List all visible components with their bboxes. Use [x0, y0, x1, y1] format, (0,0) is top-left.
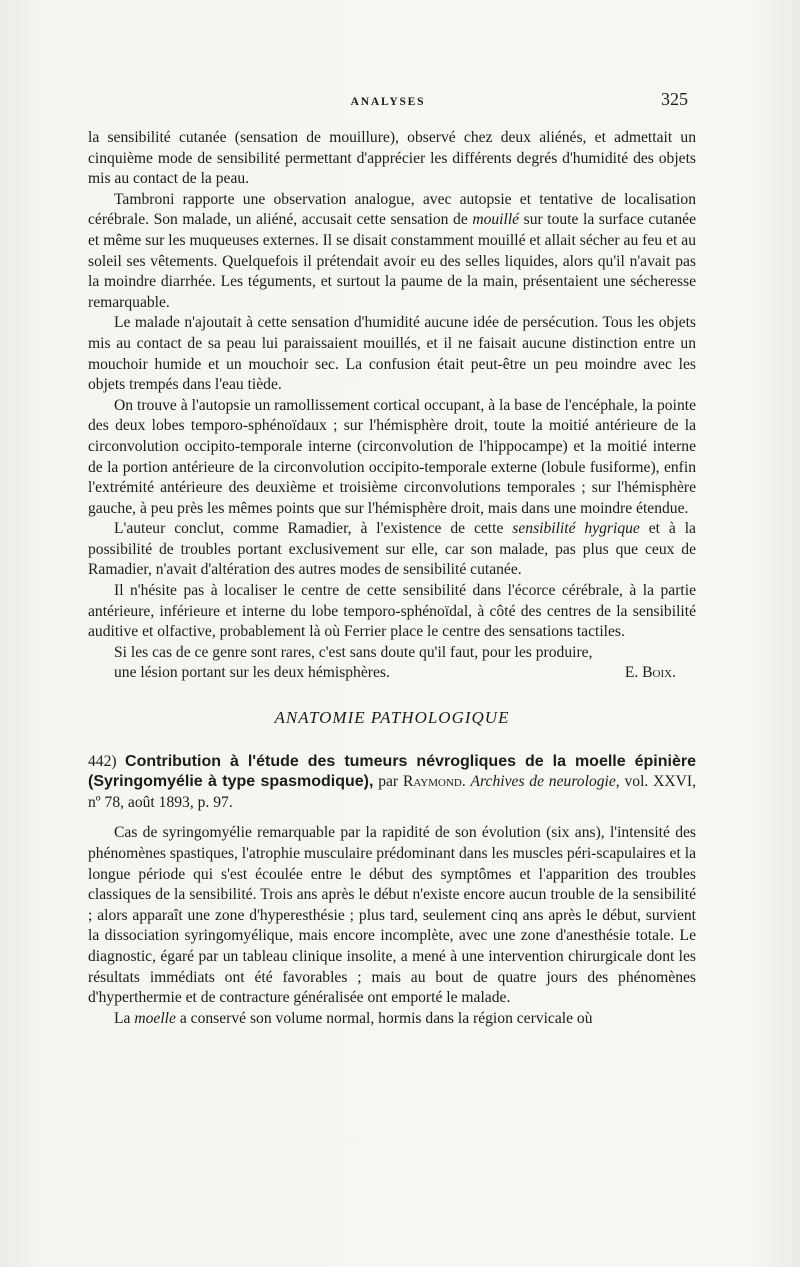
article-journal: Archives de neurologie: [470, 773, 616, 791]
article-paragraph-2-text-b: a conservé son volume normal, hormis dans la région cervicale où: [179, 1009, 593, 1027]
paragraph-7: Si les cas de ce genre sont rares, c'est sans doute qu'il faut, pour les produire,: [114, 643, 593, 661]
article-paragraph-2: [88, 1009, 696, 1030]
article-by: par: [378, 773, 399, 791]
body-text: [88, 128, 696, 1029]
paragraph-5: [88, 519, 696, 581]
paragraph-7-line-2: une lésion portant sur les deux hémisphères.: [114, 664, 390, 682]
paragraph-6: Il n'hésite pas à localiser le centre de cette sensibilité dans l'écorce cérébrale, à la partie antérieure, inférieure et interne du lobe temporo-sphénoïdal, à côté des centres de la sensibilité auditive et olfactive, probablement là où Ferrier place le centre des sensations tactiles.: [88, 582, 696, 641]
article-heading: [88, 752, 696, 814]
article-title-line: [88, 752, 696, 814]
paragraph-5-emphasis: sensibilité hygrique: [512, 520, 640, 538]
article-paragraph-2-text-a: La: [114, 1009, 131, 1027]
page-number: 325: [661, 89, 688, 109]
paragraph-1: la sensibilité cutanée (sensation de mouillure), observé chez deux aliénés, et admettait un cinquième mode de sensibilité permettant d'apprécier les différents degrés d'humidité des objets mis au contact de la peau.: [88, 129, 696, 188]
paragraph-2-text-a: Tambroni rapporte une observation analogue, avec autopsie et tentative de localisation cérébrale. Son malade, un aliéné, accusait cette sensation de: [88, 190, 696, 229]
paragraph-5-text-b: et à la possibilité de troubles portant exclusivement sur elle, car son malade, pas plus que ceux de Ramadier, n'avait d'altération des autres modes de sensibilité cutanée.: [88, 520, 696, 579]
running-head: [88, 88, 688, 118]
paragraph-2-text-b: sur toute la surface cutanée et même sur les muqueuses externes. Il se disait constamment mouillé et allait sécher au feu et au soleil ses vêtements. Quelquefois il prétendait avoir eu des selles liquides, alors qu'il n'avait pas la moindre diarrhée. Les téguments, et surtout la paume de la main, présentaient une sécheresse remarquable.: [88, 211, 696, 311]
article-number: 442): [88, 752, 117, 770]
paragraph-2: [88, 190, 696, 314]
article-paragraph-1: Cas de syringomyélie remarquable par la rapidité de son évolution (six ans), l'intensité des phénomènes spastiques, l'atrophie musculaire prédominant dans les muscles péri-scapulaires et la longue période qui s'est écoulée entre le début des symptômes et l'apparition des troubles classiques de la sensibilité. Trois ans après le début n'existe encore aucun trouble de la sensibilité ; alors apparaît une zone d'hyperesthésie ; plus tard, seulement cinq ans après le début, survient la dissociation syringomyélique, mais encore incomplète, avec une zone d'anesthésie totale. Le diagnostic, égaré par un tableau clinique insolite, a mené à une intervention chirurgicale dont les résultats immédiats ont été favorables ; mais au bout de quatre jours des phénomènes d'hyperthermie et de contracture généralisée ont emporté le malade.: [88, 824, 696, 1007]
paragraph-7-closing: [88, 663, 696, 684]
author-signature: E. Boix.: [624, 664, 676, 682]
paragraph-5-text-a: L'auteur conclut, comme Ramadier, à l'existence de cette: [114, 520, 504, 538]
paragraph-2-emphasis: mouillé: [472, 211, 520, 229]
paragraph-4: On trouve à l'autopsie un ramollissement cortical occupant, à la base de l'encéphale, la pointe des deux lobes temporo-sphénoïdaux ; sur l'hémisphère droit, toute la moitié antérieure de la circonvolution occipito-temporale interne (circonvolution de l'hippocampe) et la moitié interne de la portion antérieure de la circonvolution occipito-temporale externe (lobule fusiforme), enfin l'extrémité antérieure des deuxième et troisième circonvolutions temporales ; sur l'hémisphère gauche, à peu près les mêmes points que sur l'hémisphère droit, mais dans une moindre étendue.: [88, 396, 696, 517]
article-paragraph-2-emphasis: moelle: [134, 1009, 176, 1027]
paragraph-3: Le malade n'ajoutait à cette sensation d'humidité aucune idée de persécution. Tous les objets mis au contact de sa peau lui paraissaient mouillés, et il ne faisait aucune distinction entre un mouchoir humide et un mouchoir sec. La confusion était peut-être un peu moindre avec les objets trempés dans l'eau tiède.: [88, 314, 696, 394]
running-title: ANALYSES: [350, 96, 426, 108]
article-author: Raymond.: [402, 773, 466, 791]
article-citation: , vol. XXVI, nº 78, août 1893, p. 97.: [88, 773, 696, 811]
article-title: Contribution à l'étude des tumeurs névrogliques de la moelle épinière (Syringomyélie à type spasmodique),: [88, 752, 696, 791]
section-heading: ANATOMIE PATHOLOGIQUE: [274, 708, 510, 728]
